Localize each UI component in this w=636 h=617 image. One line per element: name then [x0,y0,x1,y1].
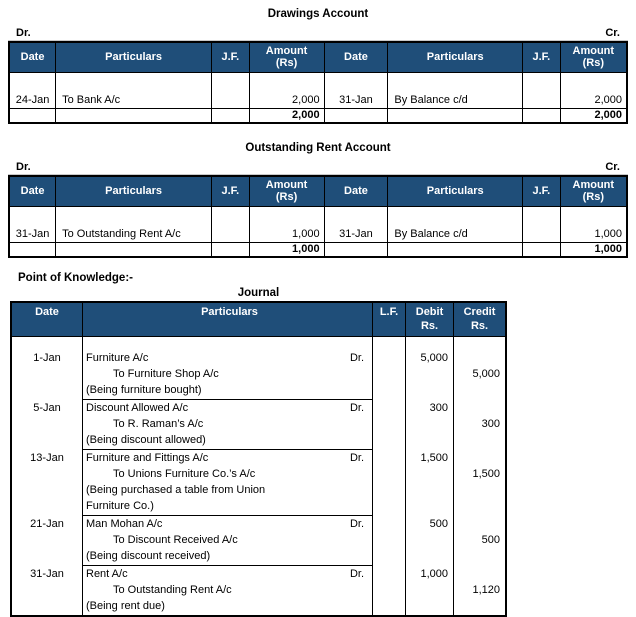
column-header-jf: J.F. [523,42,560,72]
entry-lf [373,566,406,615]
journal-title: Journal [237,287,280,299]
credit-amount: 500 [481,534,500,546]
column-header-lf: L.F. [373,303,406,336]
credit-account-line: To Unions Furniture Co.’s A/c [113,468,256,480]
column-header-debit: Debit Rs. [406,303,454,336]
dr-label: Dr. [16,27,31,39]
journal-entry [12,450,505,516]
debit-date: 24-Jan [9,72,56,108]
entry-particulars [83,450,373,516]
debit-amount: 5,000 [420,352,448,364]
credit-particulars: By Balance c/d [388,72,523,108]
narration-line: (Being rent due) [86,600,165,612]
column-header-jf: J.F. [523,176,560,206]
narration-line: (Being discount received) [86,550,211,562]
journal-section [10,287,507,617]
debit-particulars: To Outstanding Rent A/c [56,206,212,242]
ledger-data-row [9,72,627,108]
entry-date: 1-Jan [12,337,83,400]
entry-debit [406,566,454,615]
credit-amount: 1,500 [472,468,500,480]
column-header-amount: Amount (Rs) [560,42,627,72]
credit-amount: 1,000 [560,206,627,242]
entry-date: 5-Jan [12,400,83,450]
entry-debit [406,400,454,450]
debit-amount: 300 [429,402,448,414]
journal-entry [12,516,505,566]
ledger-header-row [9,42,627,72]
entry-debit [406,337,454,400]
column-header-particulars: Particulars [83,303,373,336]
narration-line: (Being furniture bought) [86,384,202,396]
account-title: Drawings Account [267,8,369,20]
column-header-particulars: Particulars [388,42,523,72]
credit-date: 31-Jan [324,72,388,108]
dr-cr-row [8,159,628,175]
entry-credit [454,400,505,450]
column-header-date: Date [12,303,83,336]
debit-account-name: Man Mohan A/c [86,518,163,530]
debit-date: 31-Jan [9,206,56,242]
entry-debit [406,450,454,516]
dr-cr-row [8,25,628,41]
entry-particulars [83,516,373,566]
entry-particulars [83,566,373,615]
entry-debit [406,516,454,566]
column-header-particulars: Particulars [56,42,212,72]
ledger-total-row [9,108,627,123]
total-debit: 1,000 [249,242,324,257]
column-header-amount: Amount (Rs) [249,176,324,206]
narration-line: (Being purchased a table from Union [86,484,266,496]
debit-amount: 1,500 [420,452,448,464]
entry-lf [373,516,406,566]
column-header-date: Date [324,176,388,206]
drawings-account-section [8,8,628,124]
credit-account-line: To Furniture Shop A/c [113,368,219,380]
debit-amount: 1,000 [249,206,324,242]
entry-date: 13-Jan [12,450,83,516]
dr-abbreviation: Dr. [349,568,364,580]
cr-label: Cr. [605,161,620,173]
credit-account-line: To Outstanding Rent A/c [113,584,232,596]
credit-amount: 300 [481,418,500,430]
debit-jf [212,206,249,242]
debit-account-name: Rent A/c [86,568,128,580]
dr-abbreviation: Dr. [349,452,364,464]
credit-amount: 1,120 [472,584,500,596]
total-debit: 2,000 [249,108,324,123]
debit-account-name: Discount Allowed A/c [86,402,189,414]
credit-jf [523,72,560,108]
debit-account-name: Furniture and Fittings A/c [86,452,209,464]
ledger-table [8,175,628,258]
credit-particulars: By Balance c/d [388,206,523,242]
narration-line: (Being discount allowed) [86,434,206,446]
column-header-date: Date [324,42,388,72]
account-title: Outstanding Rent Account [245,142,391,154]
dr-abbreviation: Dr. [349,402,364,414]
journal-header-row [12,303,505,337]
journal-entry [12,566,505,615]
dr-label: Dr. [16,161,31,173]
column-header-particulars: Particulars [56,176,212,206]
narration-line: Furniture Co.) [86,500,154,512]
ledger-total-row [9,242,627,257]
entry-lf [373,450,406,516]
column-header-amount: Amount (Rs) [249,42,324,72]
credit-jf [523,206,560,242]
entry-lf [373,400,406,450]
debit-amount: 2,000 [249,72,324,108]
column-header-amount: Amount (Rs) [560,176,627,206]
point-of-knowledge-label: Point of Knowledge:- [18,272,133,284]
column-header-particulars: Particulars [388,176,523,206]
entry-date: 31-Jan [12,566,83,615]
credit-account-line: To Discount Received A/c [113,534,238,546]
total-credit: 1,000 [560,242,627,257]
column-header-date: Date [9,42,56,72]
credit-date: 31-Jan [324,206,388,242]
entry-credit [454,566,505,615]
column-header-credit: Credit Rs. [463,306,496,332]
ledger-header-row [9,176,627,206]
entry-credit [454,516,505,566]
debit-amount: 500 [429,518,448,530]
entry-particulars [83,337,373,400]
debit-jf [212,72,249,108]
cr-label: Cr. [605,27,620,39]
credit-amount: 2,000 [560,72,627,108]
debit-account-name: Furniture A/c [86,352,149,364]
entry-credit [454,337,505,400]
entry-particulars [83,400,373,450]
entry-date: 21-Jan [12,516,83,566]
journal-entry [12,337,505,400]
ledger-data-row [9,206,627,242]
column-header-jf: J.F. [212,176,249,206]
dr-abbreviation: Dr. [349,518,364,530]
entry-lf [373,337,406,400]
column-header-date: Date [9,176,56,206]
journal-table [10,301,507,617]
entry-credit [454,450,505,516]
dr-abbreviation: Dr. [349,352,364,364]
debit-particulars: To Bank A/c [56,72,212,108]
journal-entry [12,400,505,450]
outstanding-rent-account-section [8,142,628,258]
ledger-table [8,41,628,124]
column-header-jf: J.F. [212,42,249,72]
credit-amount: 5,000 [472,368,500,380]
debit-amount: 1,000 [420,568,448,580]
credit-account-line: To R. Raman’s A/c [113,418,204,430]
total-credit: 2,000 [560,108,627,123]
